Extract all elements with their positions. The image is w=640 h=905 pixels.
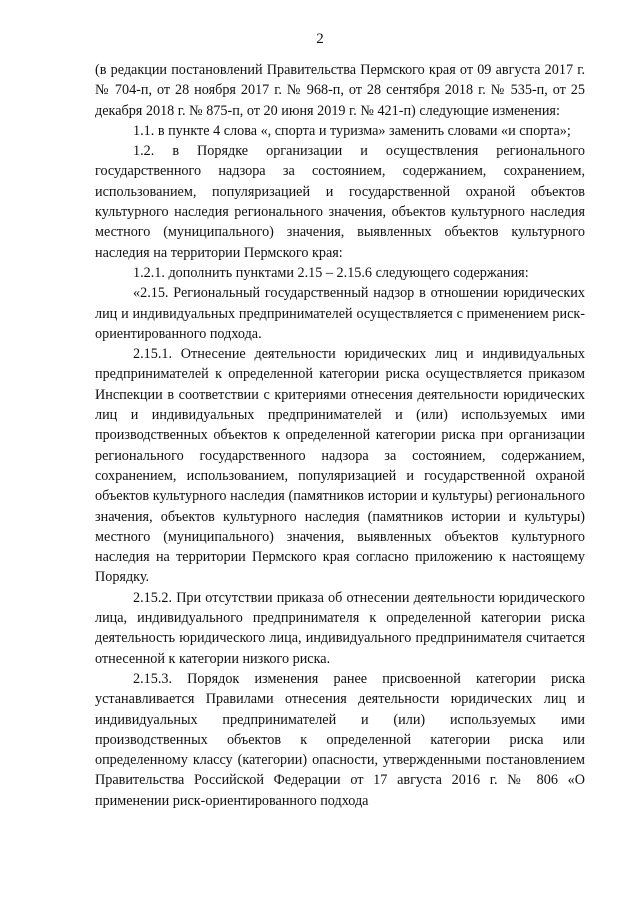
page-number: 2: [316, 31, 324, 47]
paragraph-preamble: (в редакции постановлений Правительства Пермского края от 09 августа 2017 г. № 704-п, от 28 ноября 2017 г. № 968-п, от 28 сентября 2018 г. № 535-п, от 25 декабря 2018 г. № 875-п, от 20 июня 2019 г. № 421-п) следующие изменения:: [95, 62, 585, 119]
paragraph-1-1: 1.1. в пункте 4 слова «, спорта и туризма» заменить словами «и спорта»;: [133, 122, 571, 139]
paragraph-1-2-1: 1.2.1. дополнить пунктами 2.15 – 2.15.6 следующего содержания:: [133, 264, 529, 281]
document-body: [95, 60, 585, 811]
paragraph-2-15-3: 2.15.3. Порядок изменения ранее присвоенной категории риска устанавливается Правилами отнесения деятельности юридических лиц и индивидуальных предпринимателей и (или) используемых ими производственных объектов к определенной категории риска или определенному классу (категории) опасности, утвержденными постановлением Правительства Российской Федерации от 17 августа 2016 г. № 806 «О применении риск-ориентированного подхода: [95, 670, 585, 809]
paragraph-2-15: «2.15. Региональный государственный надзор в отношении юридических лиц и индивидуальных предпринимателей осуществляется с применением риск-ориентированного подхода.: [95, 285, 585, 342]
paragraph-1-2: 1.2. в Порядке организации и осуществления регионального государственного надзора за состоянием, содержанием, сохранением, использованием, популяризацией и государственной охраной объектов культурного наследия регионального значения, объектов культурного наследия местного (муниципального) значения, выявленных объектов культурного наследия на территории Пермского края:: [95, 143, 585, 261]
paragraph-2-15-2: 2.15.2. При отсутствии приказа об отнесении деятельности юридического лица, индивидуального предпринимателя к определенной категории риска деятельность юридического лица, индивидуального предпринимателя считается отнесенной к категории низкого риска.: [95, 589, 585, 667]
paragraph-2-15-1: 2.15.1. Отнесение деятельности юридических лиц и индивидуальных предпринимателей к определенной категории риска осуществляется приказом Инспекции в соответствии с критериями отнесения деятельности юридических лиц и индивидуальных предпринимателей и (или) используемых ими производственных объектов к определенной категории риска при организации регионального государственного надзора за состоянием, содержанием, сохранением, использованием, популяризацией и государственной охраной объектов культурного наследия (памятников истории и культуры) регионального значения, объектов культурного наследия (памятников истории и культуры) местного (муниципального) значения, выявленных объектов культурного наследия на территории Пермского края согласно приложению к настоящему Порядку.: [95, 346, 585, 586]
